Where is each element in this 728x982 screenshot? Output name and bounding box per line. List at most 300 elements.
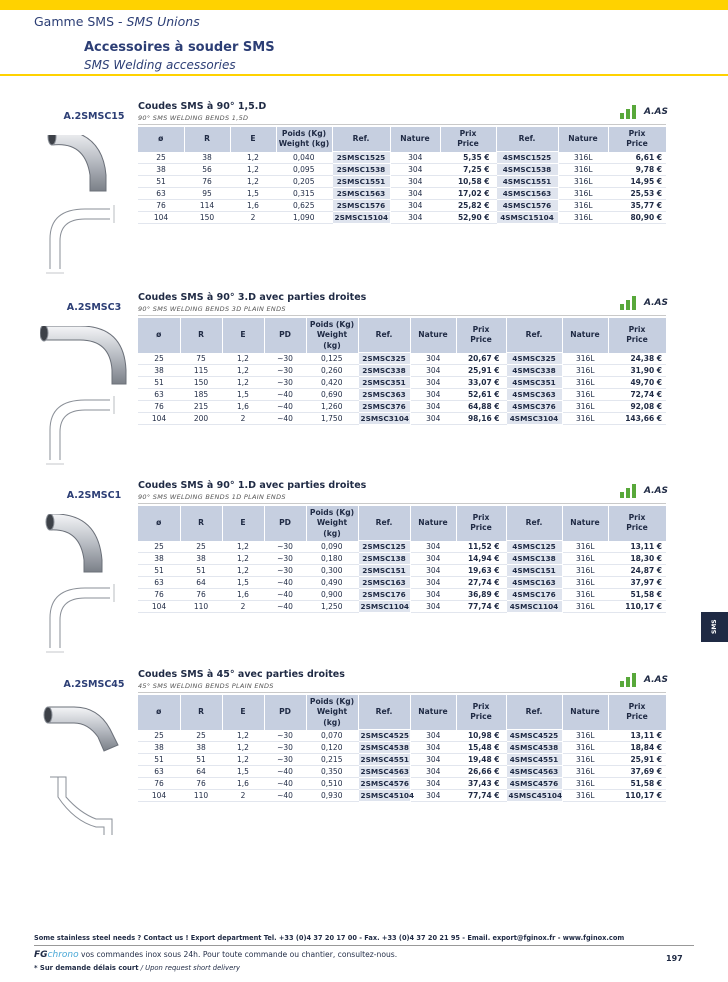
aas-bars-icon — [620, 294, 642, 310]
table-cell: ~40 — [264, 577, 306, 589]
table-cell: 316L — [558, 200, 608, 212]
section-subtitle: 90° SMS WELDING BENDS 1D PLAIN ENDS — [138, 493, 286, 501]
reference-cell: 2SMSC4576 — [358, 778, 410, 790]
reference-cell: 2SMSC4551 — [358, 754, 410, 766]
table-cell: 316L — [562, 730, 608, 742]
price-cell: 13,11 € — [608, 730, 666, 742]
price-cell: 18,30 € — [608, 553, 666, 565]
reference-cell: 4SMSC1538 — [496, 164, 558, 176]
top-color-band — [0, 0, 728, 10]
aas-bars-icon — [620, 482, 642, 498]
table-row[interactable] — [138, 730, 666, 742]
column-header: Prix Price — [456, 506, 506, 541]
table-cell: 316L — [562, 742, 608, 754]
table-cell: ~40 — [264, 766, 306, 778]
price-cell: 25,53 € — [608, 188, 666, 200]
table-cell: 1,2 — [222, 565, 264, 577]
table-cell: 51 — [138, 565, 180, 577]
price-cell: 18,84 € — [608, 742, 666, 754]
table-cell: 1,260 — [306, 401, 358, 413]
table-cell: 1,6 — [230, 200, 276, 212]
aas-label: A.AS — [644, 675, 668, 685]
table-cell: 304 — [410, 790, 456, 802]
reference-cell: 2SMSC1525 — [332, 152, 390, 164]
aas-bar — [626, 109, 630, 119]
column-header: E — [222, 506, 264, 541]
table-cell: ~30 — [264, 353, 306, 365]
table-cell: 1,6 — [222, 401, 264, 413]
price-cell: 35,77 € — [608, 200, 666, 212]
table-cell: 316L — [562, 754, 608, 766]
reference-cell: 4SMSC1104 — [506, 601, 562, 613]
price-cell: 5,35 € — [440, 152, 496, 164]
column-header: Nature — [562, 506, 608, 541]
aas-quality-logo — [620, 482, 672, 500]
table-cell: ~40 — [264, 778, 306, 790]
price-cell: 37,69 € — [608, 766, 666, 778]
price-cell: 51,58 € — [608, 589, 666, 601]
table-row[interactable] — [138, 152, 666, 164]
table-row[interactable] — [138, 565, 666, 577]
header-rule — [0, 74, 728, 76]
table-cell: 304 — [410, 754, 456, 766]
price-cell: 98,16 € — [456, 413, 506, 425]
price-cell: 72,74 € — [608, 389, 666, 401]
aas-bars-icon — [620, 103, 642, 119]
price-cell: 24,38 € — [608, 353, 666, 365]
table-cell: 304 — [410, 401, 456, 413]
section-code: A.2SMSC1 — [66, 490, 122, 501]
table-cell: 110 — [180, 790, 222, 802]
table-row[interactable] — [138, 589, 666, 601]
table-cell: 76 — [138, 589, 180, 601]
aas-bar — [620, 304, 624, 310]
table-cell: 0,490 — [306, 577, 358, 589]
aas-label: A.AS — [644, 486, 668, 496]
column-header: Poids (Kg) Weight (kg) — [306, 506, 358, 541]
table-row[interactable] — [138, 401, 666, 413]
section-code: A.2SMSC45 — [63, 679, 125, 690]
aas-bar — [626, 677, 630, 687]
table-cell: 25 — [138, 541, 180, 553]
table-cell: 25 — [138, 730, 180, 742]
column-header: Poids (Kg) Weight (kg) — [306, 318, 358, 353]
table-cell: 304 — [410, 766, 456, 778]
reference-cell: 4SMSC1576 — [496, 200, 558, 212]
reference-cell: 4SMSC3104 — [506, 413, 562, 425]
price-cell: 49,70 € — [608, 377, 666, 389]
table-cell: 25 — [138, 353, 180, 365]
table-cell: 304 — [410, 377, 456, 389]
table-cell: 0,070 — [306, 730, 358, 742]
reference-cell: 4SMSC338 — [506, 365, 562, 377]
table-cell: 0,040 — [276, 152, 332, 164]
table-cell: 316L — [562, 565, 608, 577]
price-cell: 80,90 € — [608, 212, 666, 224]
product-illustration — [40, 514, 136, 662]
table-cell: 304 — [410, 553, 456, 565]
price-cell: 15,48 € — [456, 742, 506, 754]
table-row[interactable] — [138, 790, 666, 802]
table-cell: 63 — [138, 577, 180, 589]
product-table — [138, 318, 667, 425]
reference-cell: 4SMSC1563 — [496, 188, 558, 200]
section-title: Coudes SMS à 45° avec parties droites — [138, 669, 345, 680]
table-row[interactable] — [138, 389, 666, 401]
reference-cell: 4SMSC138 — [506, 553, 562, 565]
table-cell: 38 — [184, 152, 230, 164]
table-row[interactable] — [138, 176, 666, 188]
product-table — [138, 506, 667, 613]
table-cell: 1,2 — [222, 742, 264, 754]
table-cell: 1,5 — [222, 389, 264, 401]
table-cell: 304 — [410, 778, 456, 790]
table-cell: 304 — [410, 353, 456, 365]
reference-cell: 4SMSC4576 — [506, 778, 562, 790]
table-cell: 215 — [180, 401, 222, 413]
table-row[interactable] — [138, 742, 666, 754]
table-cell: 304 — [410, 389, 456, 401]
table-cell: 95 — [184, 188, 230, 200]
table-row[interactable] — [138, 553, 666, 565]
price-cell: 52,90 € — [440, 212, 496, 224]
table-cell: 0,095 — [276, 164, 332, 176]
table-cell: 38 — [138, 365, 180, 377]
table-cell: 104 — [138, 790, 180, 802]
table-cell: 1,2 — [222, 377, 264, 389]
table-cell: ~30 — [264, 754, 306, 766]
table-cell: 316L — [562, 353, 608, 365]
table-cell: 63 — [138, 188, 184, 200]
section-subtitle: 90° SMS WELDING BENDS 1,5D — [138, 114, 249, 122]
column-header: Ref. — [506, 506, 562, 541]
table-cell: 0,930 — [306, 790, 358, 802]
reference-cell: 4SMSC15104 — [496, 212, 558, 224]
column-header: Poids (Kg) Weight (kg) — [306, 695, 358, 730]
price-cell: 26,66 € — [456, 766, 506, 778]
column-header: Nature — [562, 318, 608, 353]
table-cell: 316L — [562, 601, 608, 613]
price-cell: 20,67 € — [456, 353, 506, 365]
table-cell: 1,2 — [222, 365, 264, 377]
table-cell: 2 — [222, 601, 264, 613]
column-header: E — [222, 318, 264, 353]
elbow-photo — [40, 326, 130, 386]
elbow-dimension-drawing — [40, 390, 130, 470]
table-cell: 0,420 — [306, 377, 358, 389]
price-cell: 24,87 € — [608, 565, 666, 577]
aas-bar — [620, 681, 624, 687]
table-cell: 51 — [138, 176, 184, 188]
table-cell: 64 — [180, 577, 222, 589]
reference-cell: 4SMSC325 — [506, 353, 562, 365]
reference-cell: 4SMSC176 — [506, 589, 562, 601]
column-header: Nature — [558, 127, 608, 152]
table-cell: 316L — [562, 553, 608, 565]
table-cell: 200 — [180, 413, 222, 425]
aas-bar — [632, 105, 636, 119]
price-cell: 10,58 € — [440, 176, 496, 188]
aas-quality-logo — [620, 671, 672, 689]
reference-cell: 4SMSC1525 — [496, 152, 558, 164]
table-cell: 0,510 — [306, 778, 358, 790]
column-header: Prix Price — [608, 506, 666, 541]
aas-bar — [626, 488, 630, 498]
column-header: ø — [138, 127, 184, 152]
product-illustration — [40, 326, 136, 474]
table-cell: 316L — [562, 541, 608, 553]
table-row[interactable] — [138, 541, 666, 553]
column-header: Nature — [562, 695, 608, 730]
table-cell: 0,690 — [306, 389, 358, 401]
section-rule — [138, 124, 666, 125]
table-row[interactable] — [138, 601, 666, 613]
table-cell: 304 — [410, 541, 456, 553]
table-cell: 304 — [410, 565, 456, 577]
column-header: R — [180, 318, 222, 353]
price-cell: 52,61 € — [456, 389, 506, 401]
table-cell: 0,215 — [306, 754, 358, 766]
reference-cell: 4SMSC45104 — [506, 790, 562, 802]
column-header: Ref. — [358, 318, 410, 353]
table-cell: ~30 — [264, 565, 306, 577]
table-row[interactable] — [138, 353, 666, 365]
table-cell: 1,6 — [222, 778, 264, 790]
table-cell: 104 — [138, 212, 184, 224]
table-cell: 76 — [180, 778, 222, 790]
table-row[interactable] — [138, 766, 666, 778]
table-row[interactable] — [138, 212, 666, 224]
column-header: E — [230, 127, 276, 152]
column-header: Prix Price — [456, 318, 506, 353]
table-cell: 1,2 — [230, 164, 276, 176]
table-cell: 110 — [180, 601, 222, 613]
table-cell: 51 — [138, 377, 180, 389]
reference-cell: 2SMSC363 — [358, 389, 410, 401]
column-header: Nature — [390, 127, 440, 152]
table-cell: 0,125 — [306, 353, 358, 365]
section-subtitle: 45° SMS WELDING BENDS PLAIN ENDS — [138, 682, 274, 690]
reference-cell: 4SMSC163 — [506, 577, 562, 589]
table-cell: 1,2 — [222, 553, 264, 565]
price-cell: 33,07 € — [456, 377, 506, 389]
column-header: Ref. — [332, 127, 390, 152]
section-rule — [138, 692, 666, 693]
table-cell: 76 — [180, 589, 222, 601]
aas-quality-logo — [620, 103, 672, 121]
price-cell: 14,94 € — [456, 553, 506, 565]
aas-bar — [632, 484, 636, 498]
table-cell: 25 — [180, 730, 222, 742]
table-row[interactable] — [138, 577, 666, 589]
table-cell: 63 — [138, 766, 180, 778]
table-cell: 0,315 — [276, 188, 332, 200]
table-cell: 316L — [562, 389, 608, 401]
reference-cell: 2SMSC1104 — [358, 601, 410, 613]
table-cell: ~40 — [264, 401, 306, 413]
reference-cell: 2SMSC151 — [358, 565, 410, 577]
reference-cell: 2SMSC138 — [358, 553, 410, 565]
column-header: R — [184, 127, 230, 152]
table-cell: 0,180 — [306, 553, 358, 565]
table-cell: 316L — [558, 152, 608, 164]
table-cell: 1,2 — [230, 176, 276, 188]
reference-cell: 4SMSC376 — [506, 401, 562, 413]
reference-cell: 2SMSC1576 — [332, 200, 390, 212]
reference-cell: 4SMSC4525 — [506, 730, 562, 742]
footer-note: * Sur demande délais court / Upon request short delivery — [34, 964, 241, 972]
price-cell: 17,02 € — [440, 188, 496, 200]
reference-cell: 2SMSC4563 — [358, 766, 410, 778]
aas-label: A.AS — [644, 298, 668, 308]
price-cell: 37,97 € — [608, 577, 666, 589]
page-header — [34, 14, 728, 82]
product-section-a.2smsc15 — [0, 99, 728, 279]
table-cell: ~30 — [264, 553, 306, 565]
product-illustration — [40, 703, 136, 851]
table-row[interactable] — [138, 200, 666, 212]
reference-cell: 2SMSC1551 — [332, 176, 390, 188]
price-cell: 19,48 € — [456, 754, 506, 766]
column-header: Ref. — [506, 318, 562, 353]
table-cell: 1,5 — [222, 577, 264, 589]
section-title: Coudes SMS à 90° 1,5.D — [138, 101, 267, 112]
aas-label: A.AS — [644, 107, 668, 117]
column-header: Prix Price — [440, 127, 496, 152]
section-title: Coudes SMS à 90° 1.D avec parties droites — [138, 480, 367, 491]
price-cell: 36,89 € — [456, 589, 506, 601]
table-cell: 316L — [558, 188, 608, 200]
table-cell: 316L — [558, 164, 608, 176]
reference-cell: 2SMSC1538 — [332, 164, 390, 176]
table-cell: ~40 — [264, 389, 306, 401]
table-cell: 304 — [390, 188, 440, 200]
table-row[interactable] — [138, 754, 666, 766]
table-cell: 76 — [138, 200, 184, 212]
side-tab-sms[interactable]: SMS — [701, 612, 728, 642]
table-cell: ~30 — [264, 730, 306, 742]
column-header: ø — [138, 695, 180, 730]
table-row[interactable] — [138, 377, 666, 389]
table-cell: 304 — [410, 413, 456, 425]
table-cell: 316L — [558, 176, 608, 188]
table-cell: 51 — [180, 565, 222, 577]
section-title: Coudes SMS à 90° 3.D avec parties droites — [138, 292, 367, 303]
column-header: Prix Price — [608, 127, 666, 152]
aas-bar — [626, 300, 630, 310]
footer-fgchrono: FGchrono vos commandes inox sous 24h. Pour toute commande ou chantier, consultez-nous. — [34, 950, 398, 960]
table-cell: 75 — [180, 353, 222, 365]
table-row[interactable] — [138, 413, 666, 425]
table-cell: 304 — [390, 200, 440, 212]
column-header: Ref. — [358, 695, 410, 730]
price-cell: 11,52 € — [456, 541, 506, 553]
table-cell: 1,090 — [276, 212, 332, 224]
table-cell: 304 — [390, 152, 440, 164]
table-cell: 316L — [562, 377, 608, 389]
column-header: Nature — [410, 318, 456, 353]
section-rule — [138, 315, 666, 316]
table-cell: 25 — [180, 541, 222, 553]
table-cell: ~40 — [264, 589, 306, 601]
table-cell: ~40 — [264, 413, 306, 425]
table-cell: 150 — [180, 377, 222, 389]
table-row[interactable] — [138, 164, 666, 176]
table-cell: 2 — [222, 790, 264, 802]
table-cell: 304 — [410, 730, 456, 742]
table-cell: 115 — [180, 365, 222, 377]
table-cell: ~30 — [264, 365, 306, 377]
table-cell: 316L — [562, 365, 608, 377]
reference-cell: 2SMSC338 — [358, 365, 410, 377]
table-cell: 114 — [184, 200, 230, 212]
reference-cell: 4SMSC363 — [506, 389, 562, 401]
table-row[interactable] — [138, 188, 666, 200]
table-cell: 1,250 — [306, 601, 358, 613]
table-cell: 304 — [410, 589, 456, 601]
table-cell: 316L — [562, 413, 608, 425]
column-header: PD — [264, 695, 306, 730]
price-cell: 77,74 € — [456, 601, 506, 613]
product-section-a.2smsc3 — [0, 290, 728, 470]
price-cell: 37,43 € — [456, 778, 506, 790]
table-cell: ~30 — [264, 541, 306, 553]
table-cell: 150 — [184, 212, 230, 224]
table-cell: ~30 — [264, 377, 306, 389]
table-row[interactable] — [138, 778, 666, 790]
table-cell: 304 — [390, 212, 440, 224]
reference-cell: 2SMSC351 — [358, 377, 410, 389]
table-cell: 76 — [184, 176, 230, 188]
price-cell: 110,17 € — [608, 790, 666, 802]
product-section-a.2smsc45 — [0, 667, 728, 847]
table-cell: 304 — [410, 365, 456, 377]
section-code: A.2SMSC15 — [63, 111, 125, 122]
reference-cell: 4SMSC125 — [506, 541, 562, 553]
aas-bar — [620, 113, 624, 119]
column-header: Nature — [410, 695, 456, 730]
page-subtitle: SMS Welding accessories — [84, 58, 236, 72]
column-header: R — [180, 506, 222, 541]
table-cell: 63 — [138, 389, 180, 401]
reference-cell: 4SMSC4563 — [506, 766, 562, 778]
price-cell: 25,91 € — [456, 365, 506, 377]
table-cell: 56 — [184, 164, 230, 176]
price-cell: 25,91 € — [608, 754, 666, 766]
reference-cell: 2SMSC1563 — [332, 188, 390, 200]
product-table — [138, 695, 667, 802]
table-cell: 304 — [410, 742, 456, 754]
product-section-a.2smsc1 — [0, 478, 728, 658]
elbow-dimension-drawing — [40, 578, 130, 658]
column-header: Nature — [410, 506, 456, 541]
table-cell: 64 — [180, 766, 222, 778]
table-row[interactable] — [138, 365, 666, 377]
footer-rule — [34, 945, 694, 946]
table-cell: ~30 — [264, 742, 306, 754]
page-number: 197 — [666, 954, 683, 963]
table-cell: 38 — [180, 553, 222, 565]
price-cell: 14,95 € — [608, 176, 666, 188]
table-cell: 304 — [390, 164, 440, 176]
table-cell: 1,750 — [306, 413, 358, 425]
price-cell: 77,74 € — [456, 790, 506, 802]
reference-cell: 2SMSC125 — [358, 541, 410, 553]
table-cell: 304 — [410, 577, 456, 589]
column-header: ø — [138, 506, 180, 541]
table-cell: 0,260 — [306, 365, 358, 377]
table-cell: 51 — [138, 754, 180, 766]
